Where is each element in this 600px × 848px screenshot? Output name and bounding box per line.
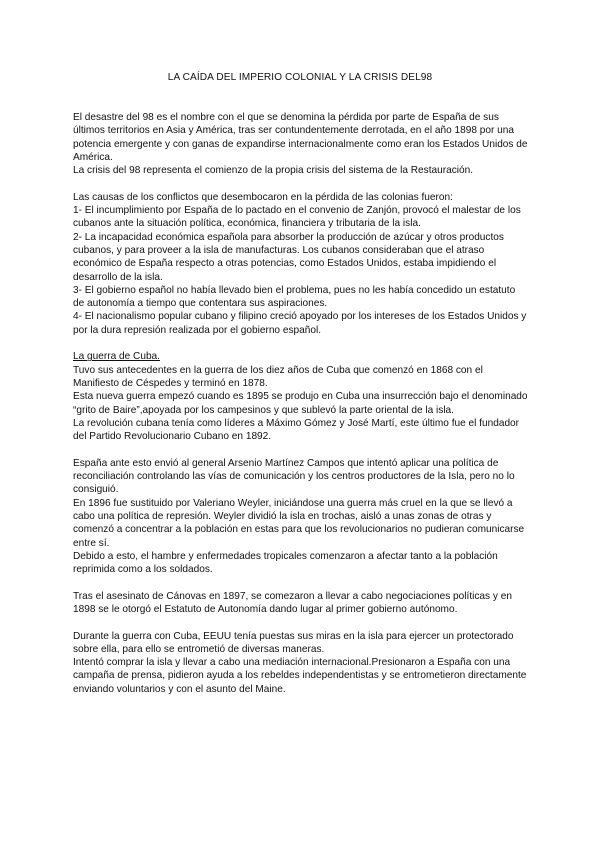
- paragraph-gap: [73, 616, 529, 629]
- document-body: [73, 111, 529, 696]
- document-title: LA CAÍDA DEL IMPERIO COLONIAL Y LA CRISIS DEL98: [167, 72, 433, 83]
- spain-paragraph: En 1896 fue sustituido por Valeriano Weyler, iniciándose una guerra más cruel en la que se llevó a cabo una política de represión. Weyler dividió la isla en trochas, aisló a unas zonas de otras y comenzó a concentrar a la población en estas para que los revolucionarios no pudieran comunicarse entre sí.: [73, 497, 525, 549]
- causes-intro: Las causas de los conflictos que desembocaron en la pérdida de las colonias fueron:: [73, 191, 453, 203]
- section-heading: La guerra de Cuba.: [73, 351, 160, 363]
- spain-paragraph: España ante esto envió al general Arsenio Martínez Campos que intentó aplicar una política de reconciliación controlando las vías de comunicación y los centros productores de la Isla, pero no lo consiguió.: [73, 457, 515, 496]
- cuba-paragraph: La revolución cubana tenía como líderes a Máximo Gómez y José Martí, este último fue el fundador del Partido Revolucionario Cubano en 1892.: [73, 417, 520, 443]
- usa-paragraph: Intentó comprar la isla y llevar a cabo una mediación internacional.Presionaron a España con una campaña de prensa, pidieron ayuda a los rebeldes independentistas y se entrometieron directamente enviando voluntarios y con el asunto del Maine.: [73, 657, 527, 695]
- canovas-paragraph: Tras el asesinato de Cánovas en 1897, se comezaron a llevar a cabo negociaciones políticas y en 1898 se le otorgó el Estatuto de Autonomía dando lugar al primer gobierno autónomo.: [73, 590, 512, 615]
- paragraph-gap: [73, 576, 529, 589]
- cuba-paragraph: Esta nueva guerra empezó cuando es 1895 se produjo en Cuba una insurrección bajo el denominado “grito de Baire”,apoyada por los campesinos y que sublevó la parte oriental de la isla.: [73, 391, 528, 416]
- paragraph-gap: [73, 337, 529, 350]
- cause-item: 2- La incapacidad económica española para absorber la producción de azúcar y otros productos cubanos, y para proveer a la isla de manufacturas. Los cubanos consideraban que el atraso económico de España respecto a otras potencias, como Estados Unidos, estaba impidiendo el desarrollo de la isla.: [73, 231, 504, 283]
- intro-paragraph: El desastre del 98 es el nombre con el que se denomina la pérdida por parte de España de sus últimos territorios en Asia y América, tras ser contundentemente derrotada, en el año 1898 por una potencia emergente y con ganas de expandirse internacionalmente como eran los Estados Unidos de América.: [73, 112, 528, 163]
- cuba-paragraph: Tuvo sus antecedentes en la guerra de los diez años de Cuba que comenzó en 1868 con el Manifiesto de Céspedes y terminó en 1878.: [73, 364, 483, 389]
- cause-item: 1- El incumplimiento por España de lo pactado en el convenio de Zanjón, provocó el malestar de los cubanos ante la situación política, económica, financiera y tributaria de la isla.: [73, 205, 521, 230]
- paragraph-gap: [73, 443, 529, 456]
- cause-item: 3- El gobierno español no había llevado bien el problema, pues no les había concedido un estatuto de autonomía a tiempo que contentara sus aspiraciones.: [73, 284, 516, 310]
- paragraph-gap: [73, 177, 529, 190]
- spain-paragraph: Debido a esto, el hambre y enfermedades tropicales comenzaron a afectar tanto a la población reprimida como a los soldados.: [73, 550, 498, 576]
- intro-paragraph: La crisis del 98 representa el comienzo de la propia crisis del sistema de la Restauración.: [73, 165, 474, 177]
- cause-item: 4- El nacionalismo popular cubano y filipino creció apoyado por los intereses de los Estados Unidos y por la dura represión realizada por el gobierno español.: [73, 311, 527, 336]
- usa-paragraph: Durante la guerra con Cuba, EEUU tenía puestas sus miras en la isla para ejercer un protectorado sobre ella, para ello se entrometió de diversas maneras.: [73, 630, 514, 655]
